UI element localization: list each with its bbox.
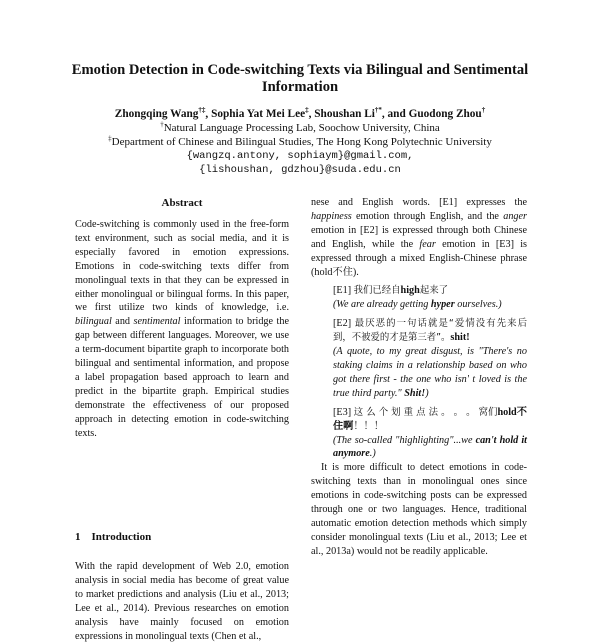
- example-e2: [333, 317, 527, 400]
- affiliation-1: †Natural Language Processing Lab, Soochow University, China: [160, 120, 440, 134]
- email-line-2: {lishoushan, gdzhou}@suda.edu.cn: [199, 164, 401, 176]
- right-intro-paragraph: nese and English words. [E1] expresses the happiness emotion through English, and the anger emotion in [E2] is expressed through both Chinese and English, while the fear emotion in [E3] is expressed through a mixed English-Chinese phrase (hold不住).: [311, 197, 527, 278]
- example-e1: [333, 284, 527, 312]
- author-2: Sophia Yat Mei Lee‡,: [211, 106, 315, 120]
- affiliation-2: ‡Department of Chinese and Bilingual Studies, The Hong Kong Polytechnic University: [108, 134, 492, 148]
- e1-chinese: [E1] 我们已经自high起来了: [333, 285, 448, 297]
- e2-chinese: [E2] 最厌恶的一句话就是“爱情没有先来后到，不被爱的才是第三者”。shit!: [333, 318, 528, 344]
- e3-chinese: [E3] 这 么 个 划 重 点 法 。 。 。 窝们hold不住啊！！！: [333, 406, 527, 432]
- abstract-heading: Abstract: [161, 197, 203, 209]
- example-e3: [333, 406, 527, 462]
- author-4: Guodong Zhou†: [408, 106, 486, 120]
- e3-english: (The so-called "highlighting"...we can't hold it anymore.): [333, 434, 527, 460]
- abstract-section: [75, 196, 289, 441]
- abstract-text: Code-switching is commonly used in the free-form text environment, such as social media, and it is especially favored in emotion expressions. Emotions in code-switching texts differ from monolingual texts in that they can be expressed in either monolingual or bilingual forms. In this paper, we first utilize two kinds of knowledge, i.e. bilingual and sentimental information to bridge the gap between different languages. Moreover, we use a term-document bipartite graph to incorporate both bilingual and sentimental information, and propose a label propagation based approach to learn and predict in the bipartite graph. Empirical studies demonstrate the effectiveness of our proposed approach in detecting emotion in code-switching texts.: [75, 219, 289, 439]
- author-3: Shoushan Li†*, and: [314, 106, 409, 120]
- section-heading-introduction: 1 Introduction: [75, 531, 152, 543]
- email-line-1: {wangzq.antony, sophiaym}@gmail.com,: [186, 150, 414, 162]
- title-line-2: Information: [261, 79, 339, 95]
- right-column: [311, 196, 527, 559]
- author-list: [40, 107, 560, 121]
- paper-title: [40, 62, 560, 96]
- e1-english: (We are already getting hyper ourselves.): [333, 299, 502, 311]
- title-line-1: Emotion Detection in Code-switching Texts via Bilingual and Sentimental: [71, 62, 529, 78]
- introduction-text: With the rapid development of Web 2.0, emotion analysis in social media has become of great value to market predictions and analysis (Liu et al., 2013; Lee et al., 2014). Previous researches on emotion analysis have mainly focused on emotion expressions in monolingual texts (Chen et al.,: [75, 561, 289, 642]
- author-1: Zhongqing Wang†‡,: [114, 106, 212, 120]
- right-paragraph-2: It is more difficult to detect emotions in code-switching texts than in monolingual ones since emotions in code-switching posts can be expressed through one or two languages. Hence, traditional automatic emotion detection methods which simply consider monolingual texts (Liu et al., 2013; Lee et al., 2013a) would not be readily applicable.: [311, 462, 527, 557]
- e2-english: (A quote, to my great disgust, is "There's no staking claims in a relationship based on who got there first - the one who isn' t loved is the true third party." Shit!): [333, 346, 527, 399]
